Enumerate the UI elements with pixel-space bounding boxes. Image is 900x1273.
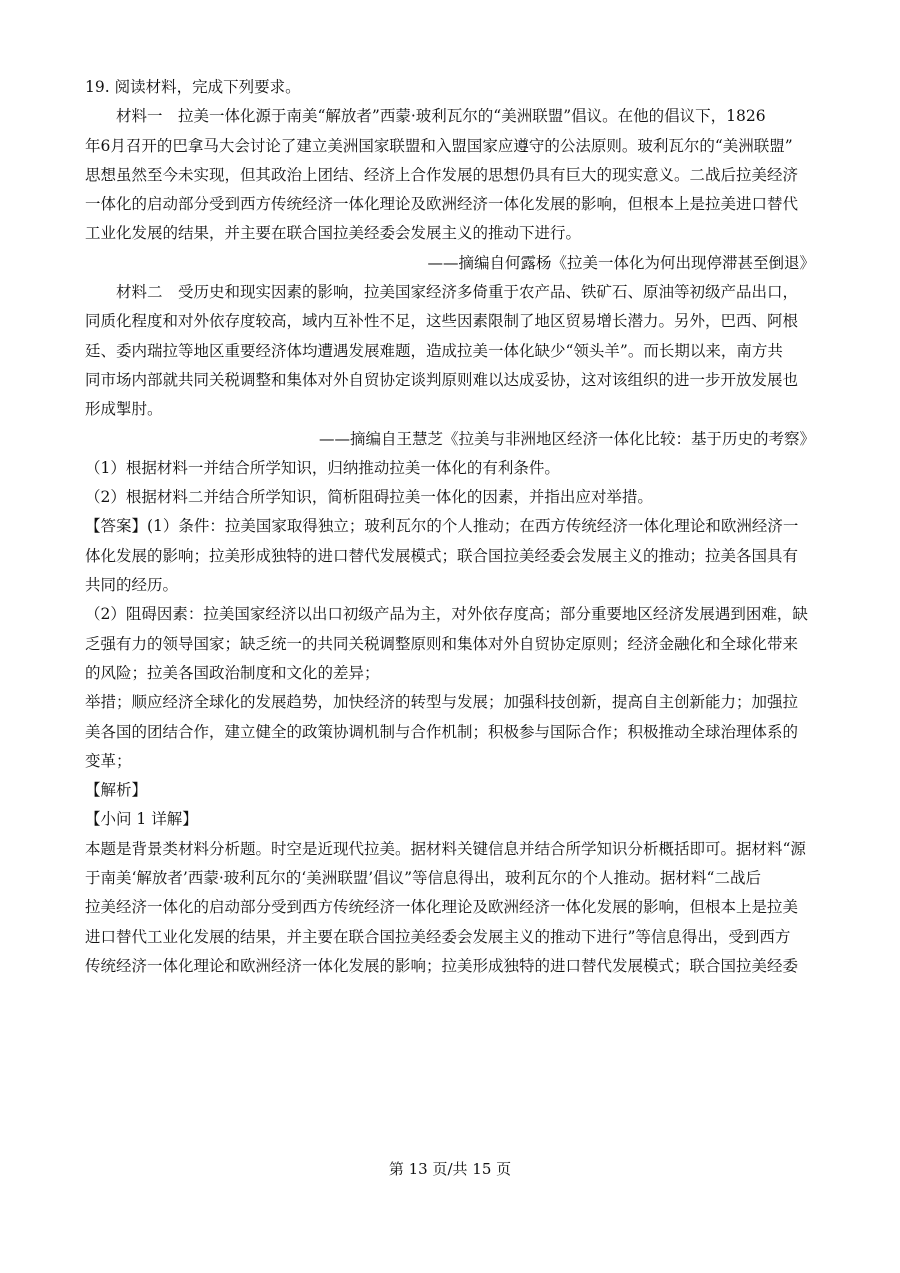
material-1-source: ——摘编自何露杨《拉美一体化为何出现停滞甚至倒退》 — [427, 253, 815, 272]
material-2-line: 同质化程度和对外依存度较高，域内互补性不足，这些因素限制了地区贸易增长潜力。另外，巴西、阿根 — [85, 312, 799, 331]
material-2-line: 材料二 受历史和现实因素的影响，拉美国家经济多倚重于农产品、铁矿石、原油等初级产品出口， — [116, 283, 799, 302]
subquestion-1-heading: 【小问 1 详解】 — [85, 810, 198, 829]
material-1-line: 工业化发展的结果，并主要在联合国拉美经委会发展主义的推动下进行。 — [85, 224, 582, 243]
answer-line: 体化发展的影响；拉美形成独特的进口替代发展模式；联合国拉美经委会发展主义的推动；拉美各国具有 — [85, 546, 799, 565]
answer-line: 美各国的团结合作，建立健全的政策协调机制与合作机制；积极参与国际合作；积极推动全球治理体系的 — [85, 722, 799, 741]
answer-line: 举措；顺应经济全球化的发展趋势，加快经济的转型与发展；加强科技创新，提高自主创新能力；加强拉 — [85, 693, 799, 712]
answer-line: 的风险；拉美各国政治制度和文化的差异； — [85, 663, 380, 682]
answer-line: 【答案】(1）条件：拉美国家取得独立；玻利瓦尔的个人推动；在西方传统经济一体化理论和欧洲经济一 — [85, 517, 799, 536]
sub-question-2: （2）根据材料二并结合所学知识，简析阻碍拉美一体化的因素，并指出应对举措。 — [85, 488, 653, 507]
analysis-line: 于南美‘解放者’西蒙·玻利瓦尔的‘美洲联盟’倡议”等信息得出，玻利瓦尔的个人推动。据材料“二战后 — [85, 869, 761, 888]
answer-line: 共同的经历。 — [85, 576, 179, 595]
material-2-line: 同市场内部就共同关税调整和集体对外自贸协定谈判原则难以达成妥协，这对该组织的进一步开放发展也 — [85, 370, 799, 389]
analysis-heading: 【解析】 — [85, 781, 148, 800]
material-1-line: 年6月召开的巴拿马大会讨论了建立美洲国家联盟和入盟国家应遵守的公法原则。玻利瓦尔的“美洲联盟” — [85, 136, 793, 155]
material-1-line: 一体化的启动部分受到西方传统经济一体化理论及欧洲经济一体化发展的影响，但根本上是拉美进口替代 — [85, 195, 799, 214]
answer-line: 变革； — [85, 751, 132, 770]
material-2-line: 廷、委内瑞拉等地区重要经济体均遭遇发展难题，造成拉美一体化缺少“领头羊”。而长期以来，南方共 — [85, 341, 783, 360]
analysis-line: 本题是背景类材料分析题。时空是近现代拉美。据材料关键信息并结合所学知识分析概括即可。据材料“源 — [85, 839, 806, 858]
sub-question-1: （1）根据材料一并结合所学知识，归纳推动拉美一体化的有利条件。 — [85, 458, 560, 477]
question-title: 19. 阅读材料，完成下列要求。 — [85, 78, 301, 96]
answer-line: 乏强有力的领导国家；缺乏统一的共同关税调整原则和集体对外自贸协定原则；经济金融化和全球化带来 — [85, 634, 799, 653]
material-2-source: ——摘编自王慧芝《拉美与非洲地区经济一体化比较：基于历史的考察》 — [318, 429, 815, 448]
document-body — [85, 73, 815, 981]
material-1-line: 材料一 拉美一体化源于南美“解放者”西蒙·玻利瓦尔的“美洲联盟”倡议。在他的倡议下，1826 — [116, 107, 766, 126]
answer-line: （2）阻碍因素：拉美国家经济以出口初级产品为主，对外依存度高；部分重要地区经济发展遇到困难，缺 — [85, 605, 808, 624]
analysis-line: 传统经济一体化理论和欧洲经济一体化发展的影响；拉美形成独特的进口替代发展模式；联合国拉美经委 — [85, 956, 799, 975]
analysis-line: 进口替代工业化发展的结果，并主要在联合国拉美经委会发展主义的推动下进行”等信息得出，受到西方 — [85, 927, 791, 946]
material-1-line: 思想虽然至今未实现，但其政治上团结、经济上合作发展的思想仍具有巨大的现实意义。二战后拉美经济 — [85, 165, 799, 184]
material-2-line: 形成掣肘。 — [85, 400, 163, 419]
page-number: 第 13 页/共 15 页 — [388, 1160, 512, 1178]
analysis-line: 拉美经济一体化的启动部分受到西方传统经济一体化理论及欧洲经济一体化发展的影响，但根本上是拉美 — [85, 898, 799, 917]
